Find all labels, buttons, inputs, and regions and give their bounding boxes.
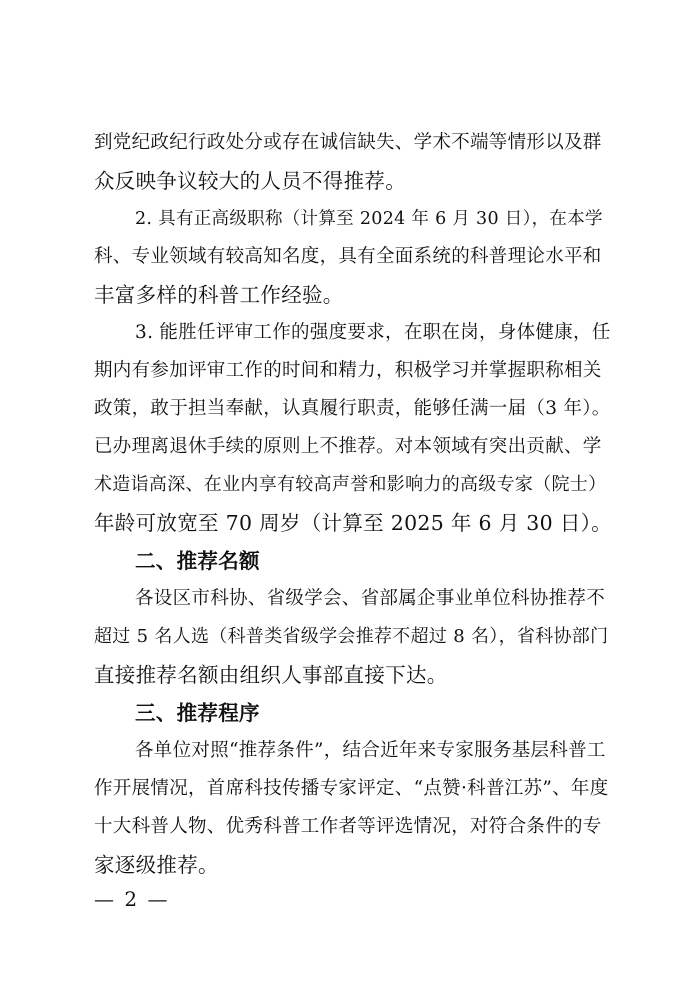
paragraph-line: 各单位对照“推荐条件”，结合近年来专家服务基层科普工 <box>135 740 606 761</box>
paragraph-line: 已办理离退休手续的原则上不推荐。对本领域有突出贡献、学 <box>94 436 602 457</box>
paragraph-line: 各设区市科协、省级学会、省部属企事业单位科协推荐不 <box>135 588 606 609</box>
page-number: — 2 — <box>94 887 170 911</box>
paragraph-line: 术造诣高深、在业内享有较高声誉和影响力的高级专家（院士） <box>94 474 607 495</box>
section-heading-quota: 二、推荐名额 <box>135 549 260 573</box>
paragraph-line: 丰富多样的科普工作经验。 <box>94 283 344 307</box>
paragraph-line: 科、专业领域有较高知名度，具有全面系统的科普理论水平和 <box>94 246 602 267</box>
paragraph-line: 十大科普人物、优秀科普工作者等评选情况，对符合条件的专 <box>94 816 602 837</box>
paragraph-line: 政策，敢于担当奉献，认真履行职责，能够任满一届（3 年）。 <box>94 398 611 419</box>
paragraph-line: 到党纪政纪行政处分或存在诚信缺失、学术不端等情形以及群 <box>94 132 602 153</box>
paragraph-line: 期内有参加评审工作的时间和精力，积极学习并掌握职称相关 <box>94 360 602 381</box>
paragraph-line: 直接推荐名额由组织人事部直接下达。 <box>94 663 448 687</box>
section-heading-procedure: 三、推荐程序 <box>135 701 260 725</box>
paragraph-line: 超过 5 名人选（科普类省级学会推荐不超过 8 名），省科协部门 <box>94 626 609 647</box>
paragraph-line: 年龄可放宽至 70 周岁（计算至 2025 年 6 月 30 日）。 <box>94 511 612 535</box>
paragraph-line: 众反映争议较大的人员不得推荐。 <box>94 169 406 193</box>
paragraph-line: 作开展情况，首席科技传播专家评定、“点赞·科普江苏”、年度 <box>94 778 609 799</box>
paragraph-line: 2. 具有正高级职称（计算至 2024 年 6 月 30 日），在本学 <box>135 209 603 229</box>
paragraph-line: 家逐级推荐。 <box>94 853 219 877</box>
paragraph-line: 3. 能胜任评审工作的强度要求，在职在岗，身体健康，任 <box>135 322 611 343</box>
document-body <box>94 124 614 884</box>
